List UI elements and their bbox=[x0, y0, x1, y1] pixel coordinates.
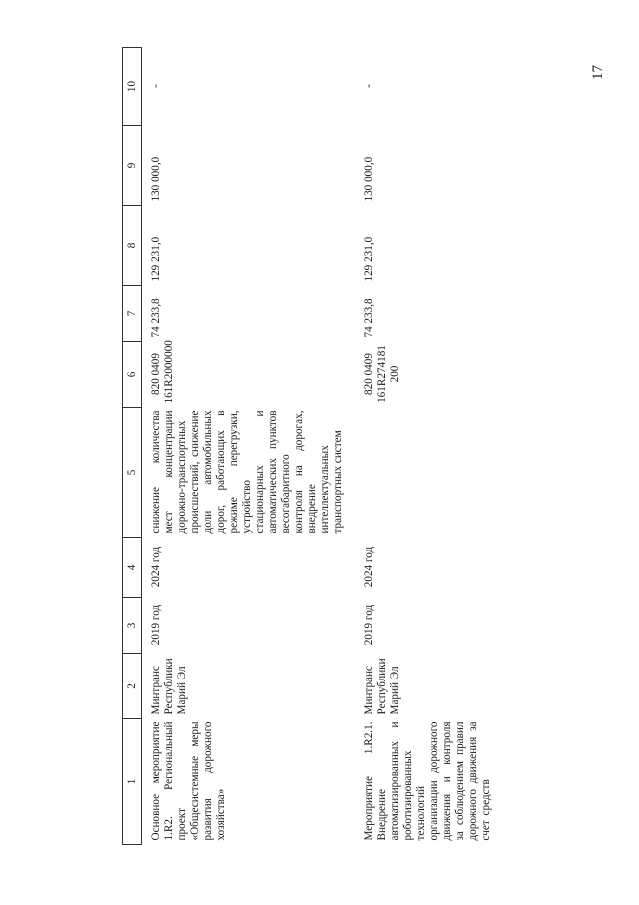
header-row bbox=[123, 48, 142, 845]
cell-start: 2019 год bbox=[363, 604, 375, 646]
cell-executor: Минтранс Республики Марий Эл bbox=[363, 658, 401, 715]
header-col-6: 6 bbox=[123, 342, 142, 408]
header-col-5: 5 bbox=[123, 408, 142, 538]
header-col-7: 7 bbox=[123, 286, 142, 342]
cell-end: 2024 год bbox=[150, 546, 162, 588]
cell-col-10: - bbox=[363, 84, 375, 88]
cell-name: Основное мероприятие 1.R2. Региональный проект «Общесистемные меры развития дорожного хозяйства» bbox=[150, 721, 227, 841]
cell-code: 820 0409 161R274181 200 bbox=[363, 345, 401, 403]
header-col-10: 10 bbox=[123, 48, 142, 126]
cell-name: Мероприятие 1.R2.1. Внедрение автоматизированных и роботизированных технологий организации дорожного движения и контроля за соблюдением правил дорожного движения за счет средств bbox=[363, 721, 492, 841]
budget-table bbox=[122, 47, 507, 845]
cell-result: снижение количества мест концентрации дорожно-транспортных происшествий, снижение доли автомобильных дорог, работающих в режиме перегрузки, устройство стационарных и автоматических пунктов весогабаритного контроля на дорогах, внедрение интеллектуальных транспортных систем bbox=[150, 410, 344, 534]
header-col-3: 3 bbox=[123, 598, 142, 654]
cell-end: 2024 год bbox=[363, 546, 375, 588]
cell-col-7: 74 233,8 bbox=[363, 298, 375, 338]
cell-col-8: 129 231,0 bbox=[150, 236, 162, 282]
cell-col-9: 130 000,0 bbox=[363, 156, 375, 202]
header-col-9: 9 bbox=[123, 126, 142, 206]
header-col-2: 2 bbox=[123, 654, 142, 719]
rotated-table-container bbox=[122, 48, 601, 845]
cell-col-8: 129 231,0 bbox=[363, 236, 375, 282]
header-col-4: 4 bbox=[123, 538, 142, 598]
cell-col-9: 130 000,0 bbox=[150, 156, 162, 202]
cell-executor: Минтранс Республики Марий Эл bbox=[150, 658, 188, 715]
table-row bbox=[142, 48, 360, 845]
table-row bbox=[359, 48, 507, 845]
page-number: 17 bbox=[590, 65, 606, 80]
cell-col-10: - bbox=[150, 84, 162, 88]
cell-code: 820 0409 161R2000000 bbox=[150, 340, 175, 404]
header-col-8: 8 bbox=[123, 206, 142, 286]
cell-result bbox=[359, 408, 507, 538]
header-col-1: 1 bbox=[123, 719, 142, 845]
cell-start: 2019 год bbox=[150, 604, 162, 646]
cell-col-7: 74 233,8 bbox=[150, 298, 162, 338]
